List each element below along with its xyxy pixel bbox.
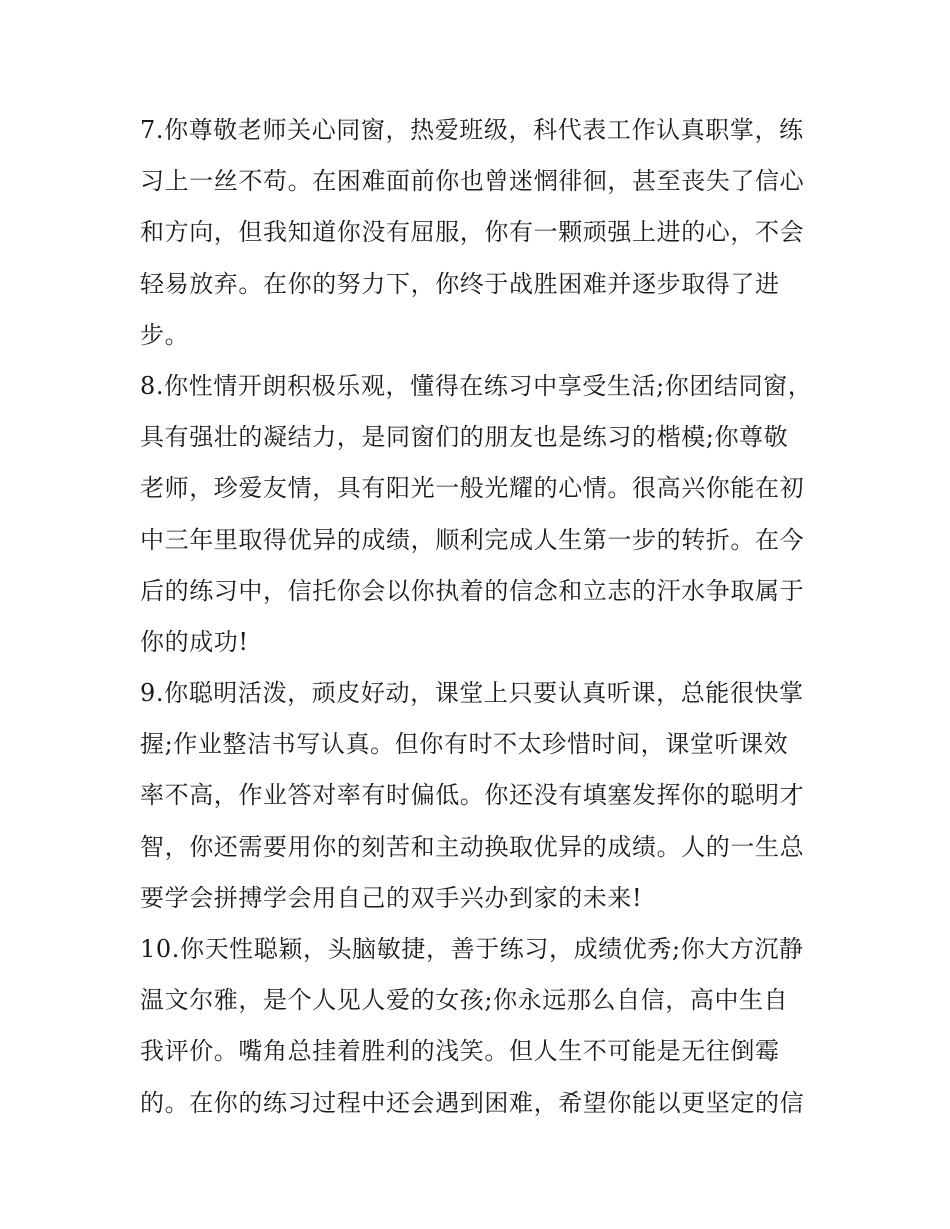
text-line: 率不高，作业答对率有时偏低。你还没有填塞发挥你的聪明才: [140, 781, 805, 810]
text-line: 要学会拼搏学会用自己的双手兴办到家的未来!: [140, 883, 643, 912]
text-line: 轻易放弃。在你的努力下，你终于战胜困难并逐步取得了进: [140, 269, 780, 298]
document-body: [140, 105, 812, 1129]
text-line: 7.你尊敬老师关心同窗，热爱班级，科代表工作认真职掌，练: [140, 116, 804, 144]
text-line: 和方向，但我知道你没有屈服，你有一颗顽强上进的心，不会: [140, 218, 805, 247]
paragraph-8: [140, 361, 812, 668]
text-line: 我评价。嘴角总挂着胜利的浅笑。但人生不可能是无往倒霉: [140, 1037, 780, 1066]
text-line: 智，你还需要用你的刻苦和主动换取优异的成绩。人的一生总: [140, 832, 805, 861]
text-line: 步。: [140, 320, 190, 349]
text-line: 9.你聪明活泼，顽皮好动，课堂上只要认真听课，总能很快掌: [140, 679, 804, 708]
text-line: 你的成功!: [140, 627, 249, 656]
text-line: 8.你性情开朗积极乐观，懂得在练习中享受生活;你团结同窗，: [140, 371, 813, 400]
text-line: 具有强壮的凝结力，是同窗们的朋友也是练习的楷模;你尊敬: [140, 423, 789, 452]
text-line: 握;作业整洁书写认真。但你有时不太珍惜时间，课堂听课效: [140, 730, 789, 759]
text-line: 习上一丝不苟。在困难面前你也曾迷惘徘徊，甚至丧失了信心: [140, 167, 805, 196]
text-line: 的。在你的练习过程中还会遇到困难，希望你能以更坚定的信: [140, 1088, 805, 1117]
paragraph-7: [140, 105, 812, 361]
text-line: 10.你天性聪颖，头脑敏捷，善于练习，成绩优秀;你大方沉静: [140, 935, 804, 963]
text-line: 后的练习中，信托你会以你执着的信念和立志的汗水争取属于: [140, 576, 805, 605]
paragraph-10: [140, 924, 812, 1129]
text-line: 温文尔雅，是个人见人爱的女孩;你永远那么自信，高中生自: [140, 986, 789, 1015]
text-line: 老师，珍爱友情，具有阳光一般光耀的心情。很高兴你能在初: [140, 474, 805, 503]
paragraph-9: [140, 668, 812, 924]
text-line: 中三年里取得优异的成绩，顺利完成人生第一步的转折。在今: [140, 525, 805, 554]
